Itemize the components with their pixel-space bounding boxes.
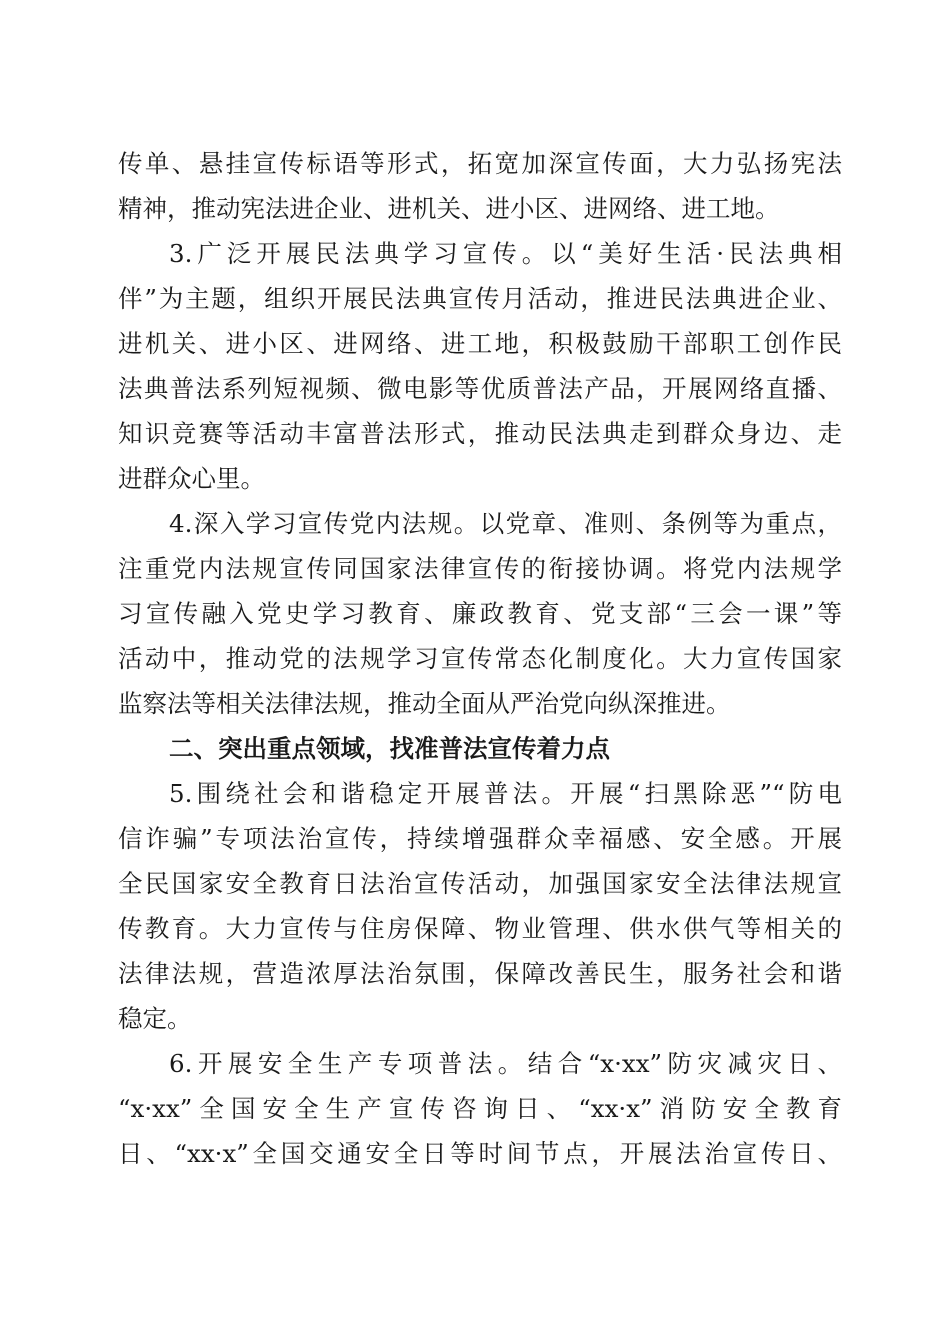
text-line: 知识竞赛等活动丰富普法形式，推动民法典走到群众身边、走 <box>118 419 842 448</box>
text-line: 稳定。 <box>118 1004 192 1033</box>
paragraph-3-first-line: 3.广泛开展民法典学习宣传。以“美好生活·民法典相 <box>169 239 842 268</box>
text-line: 注重党内法规宣传同国家法律宣传的衔接协调。将党内法规学 <box>118 554 842 583</box>
text-line: 法典普法系列短视频、微电影等优质普法产品，开展网络直播、 <box>118 374 842 403</box>
text-line: “x·xx”全国安全生产宣传咨询日、“xx·x”消防安全教育 <box>118 1094 842 1123</box>
paragraph-6-first-line: 6.开展安全生产专项普法。结合“x·xx”防灾减灾日、 <box>169 1049 842 1078</box>
text-line: 习宣传融入党史学习教育、廉政教育、党支部“三会一课”等 <box>118 599 842 628</box>
text-line: 活动中，推动党的法规学习宣传常态化制度化。大力宣传国家 <box>118 644 842 673</box>
paragraph-5-first-line: 5.围绕社会和谐稳定开展普法。开展“扫黑除恶”“防电 <box>169 779 842 808</box>
text-line: 进群众心里。 <box>118 464 265 493</box>
text-line: 法律法规，营造浓厚法治氛围，保障改善民生，服务社会和谐 <box>118 959 842 988</box>
text-line: 伴”为主题，组织开展民法典宣传月活动，推进民法典进企业、 <box>118 284 842 313</box>
text-line: 监察法等相关法律法规，推动全面从严治党向纵深推进。 <box>118 689 731 718</box>
text-line: 精神，推动宪法进企业、进机关、进小区、进网络、进工地。 <box>118 194 780 223</box>
text-line: 传教育。大力宣传与住房保障、物业管理、供水供气等相关的 <box>118 914 842 943</box>
text-line: 信诈骗”专项法治宣传，持续增强群众幸福感、安全感。开展 <box>118 824 842 853</box>
paragraph-4-first-line: 4.深入学习宣传党内法规。以党章、准则、条例等为重点， <box>169 509 842 538</box>
section-heading: 二、突出重点领域，找准普法宣传着力点 <box>169 734 610 763</box>
text-line: 传单、悬挂宣传标语等形式，拓宽加深宣传面，大力弘扬宪法 <box>118 149 842 178</box>
text-line: 全民国家安全教育日法治宣传活动，加强国家安全法律法规宣 <box>118 869 842 898</box>
text-line: 进机关、进小区、进网络、进工地，积极鼓励干部职工创作民 <box>118 329 842 358</box>
text-line: 日、“xx·x”全国交通安全日等时间节点，开展法治宣传日、 <box>118 1139 842 1168</box>
